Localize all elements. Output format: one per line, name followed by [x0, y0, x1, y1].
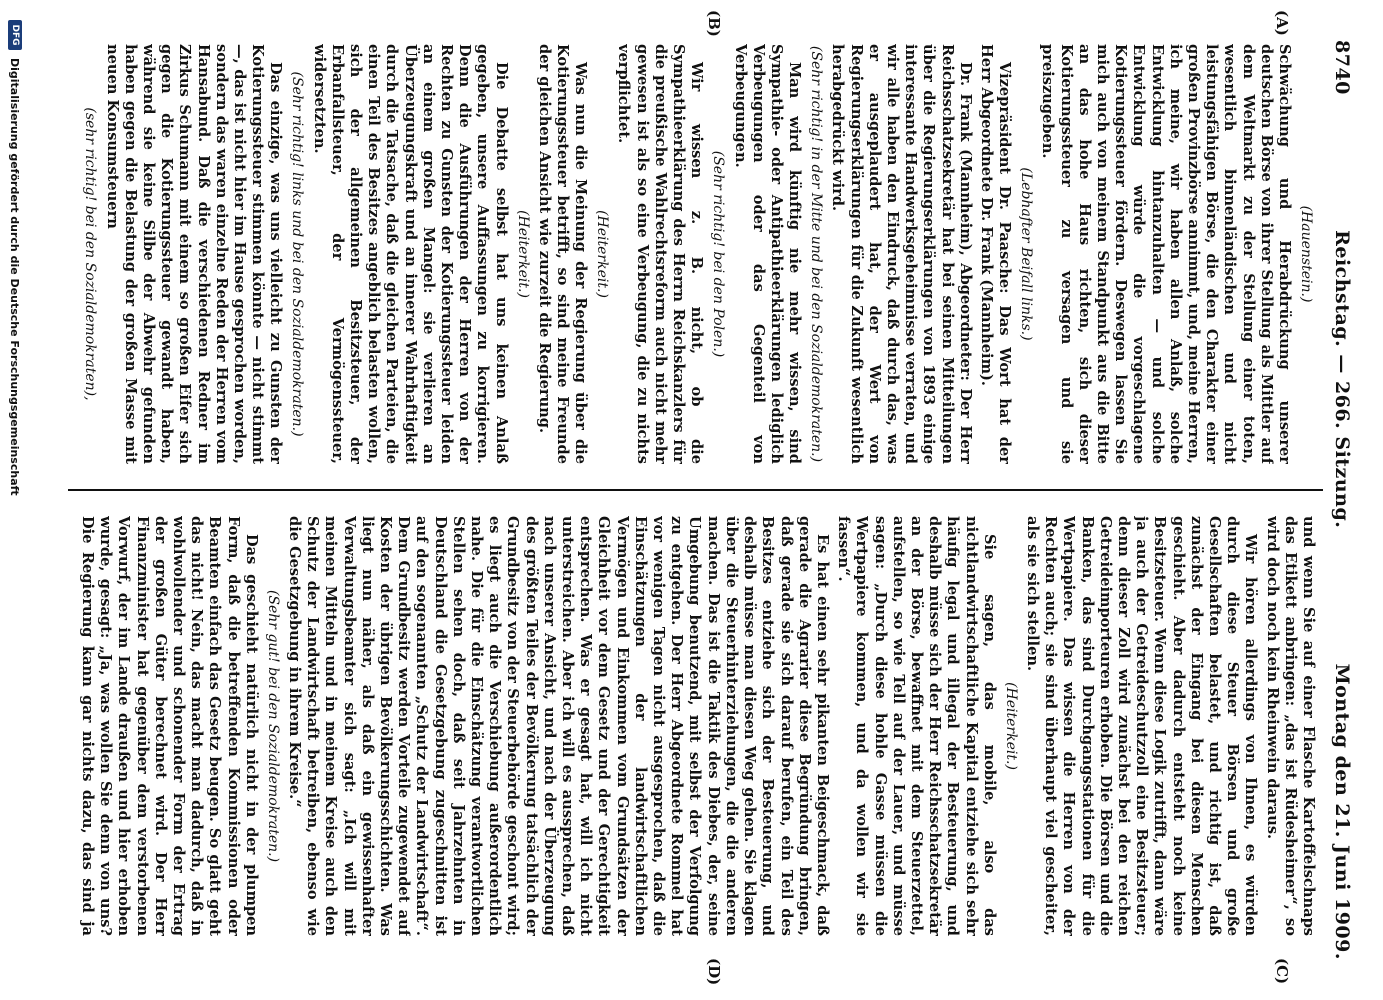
paragraph: Wir hören allerdings von Ihnen, es würden durch diese Steuer Börsen und große Gesellschaften belastet, und richtig ist, daß zunächst der Eingang bei diesen Menschen geschieht. Aber dadurch entsteht noch keine Besitzsteuer. Wenn diese Logik zutrifft, dann wäre ja auch der Getreideschutzzoll eine Besitzsteuer; denn dieser Zoll wird zunächst bei den reichen Getreideimporteuren erhoben. Die Börsen und die Banken, das sind Durchgangsstationen für die Wertpapiere. Das wissen die Herren von der Rechten auch; sie sind überhaupt viel gescheiter, als sie sich stellen. — [1023, 516, 1260, 936]
paragraph: Vizepräsident Dr. Paasche: Das Wort hat der Herr Abgeordnete Dr. Frank (Mannheim). — [977, 44, 1014, 464]
right-column — [77, 516, 1317, 936]
paragraph: Man wird künftig nie mehr wissen, sind Sympathie- oder Antipathieerklärungen lediglich Verbeugungen oder das Gegenteil von Verbeugungen. — [731, 44, 804, 464]
digitization-footer — [5, 20, 25, 980]
paragraph: Was nun die Meinung der Regierung über die Kotierungssteuer betrifft, so sind meine Freunde der gleichen Ansicht wie zurzeit die Regierung. — [535, 44, 590, 464]
stage-direction: (Sehr richtig! in der Mitte und bei den Sozialdemokraten.) — [808, 45, 825, 463]
paragraph: Das geschieht natürlich nicht in der plumpen Form, daß die betreffenden Kommissionen oder Beamten einfach das Gesetz beugen. So glatt geht das nicht! Nein, das macht man dadurch, daß in wohlwollender und schonender Form der Ertrag der großen Güter berechnet wird. Der Herr Finanzminister hat gegenüber dem verstorbenen Vorwurf, der im Lande draußen und hier erhoben wurde, gesagt: „Ja, was wollen Sie denn von uns? Die Regierung kann gar nichts dazu, das sind ja — [79, 516, 260, 936]
column-divider — [68, 489, 1323, 491]
page-header — [1325, 40, 1353, 960]
left-column — [77, 44, 1317, 464]
digitization-credit: Digitalisierung gefördert durch die Deutsche Forschungsgemeinschaft — [8, 58, 22, 496]
paragraph: Das einzige, was uns vielleicht zu Gunsten der Kotierungssteuer stimmen könnte — nicht stimmt —, das ist nicht hier im Hause gesprochen worden, sondern das waren einzelne Reden der Herren vom Hansabund. Daß die verschiedenen Redner im Zirkus Schumann mit einem so großen Eifer sich gegen die Kotierungssteuer gewandt haben, während sie keine Silbe der Abwehr gefunden haben gegen die Belastung der großen Masse mit neuen Konsumsteuern — [103, 44, 285, 464]
paragraph: und wenn Sie auf einer Flasche Kartoffelschnaps das Etikett anbringen: „das ist Rüdesheimer“, so wird doch noch kein Rheinwein daraus. — [1263, 516, 1317, 936]
page-number: 8740 — [1331, 40, 1353, 95]
stage-direction: (sehr richtig! bei den Sozialdemokraten), — [82, 107, 99, 401]
stage-direction: (Heiterkeit.) — [1002, 682, 1019, 770]
paragraph: Dr. Frank (Mannheim), Abgeordneter: Der Herr Reichsschatzsekretär hat bei seinen Mitteilungen über die Regierungserklärungen von 1893 einige interessante Handwerksgeheimnisse verraten, und wir alle haben den Eindruck, daß durch das, was er ausgeplaudert hat, der Wert von Regierungserklärungen für die Zukunft wesentlich herabgedrückt wird. — [829, 44, 974, 464]
margin-marker-b: (B) — [705, 10, 723, 37]
stage-direction: (Heiterkeit.) — [594, 210, 611, 298]
stage-direction: (Lebhafter Beifall links.) — [1018, 167, 1035, 341]
paragraph: Sie sagen, das mobile, also das nichtlandwirtschaftliche Kapital entziehe sich sehr häufig legal und illegal der Besteuerung, und deshalb müsse sich der Herr Reichsschatzsekretär an der Börse, bewaffnet mit dem Steuerzettel, aufstellen, so wie Tell auf der Lauer, und müsse sagen: „Durch diese hohle Gasse müssen die Wertpapiere kommen, und da wollen wir sie fassen“. — [835, 516, 998, 936]
paragraph: Wir wissen z. B. nicht, ob die Sympathieerklärung des Herrn Reichskanzlers für die preußische Wahlrechtsreform auch nicht mehr gewesen ist als so eine Verbeugung, die zu nichts verpflichtet. — [615, 44, 706, 464]
dfg-logo: DFG — [8, 20, 22, 50]
margin-marker-c: (C) — [1273, 958, 1291, 985]
stage-direction: (Sehr gut! bei den Sozialdemokraten.) — [264, 589, 281, 863]
stage-direction: (Sehr richtig! links und bei den Sozialdemokraten.) — [289, 71, 306, 437]
session-date: Montag den 21. Juni 1909. — [1331, 663, 1353, 960]
margin-marker-a: (A) — [1273, 10, 1291, 36]
stage-direction: (Hauenstein.) — [1298, 205, 1314, 303]
paragraph: Schwächung und Herabdrückung unserer deutschen Börse von ihrer Stellung als Mittler auf dem Weltmarkt zu der Stellung einer toten, wesentlich binnenländischen und nicht leistungsfähigen Börse, die den Charakter einer großen Provinzbörse annimmt, und, meine Herren, ich meine, wir haben allen Anlaß, solche Entwicklung hintanzuhalten — und solche Entwicklung würde die vorgeschlagene Kotierungssteuer fördern. Deswegen lassen Sie mich auch von meinem Standpunkt aus die Bitte an das hohe Haus richten, sich dieser Kotierungssteuer zu versagen und sie preiszugeben. — [1039, 44, 1293, 464]
session-title: Reichstag. — 266. Sitzung. — [1331, 230, 1353, 529]
margin-marker-d: (D) — [705, 958, 723, 986]
stage-direction: (Sehr richtig! bei den Polen.) — [710, 150, 727, 358]
paragraph: Es hat einen sehr pikanten Beigeschmack, daß gerade die Agrarier diese Begründung bringen, daß gerade sie sich darauf berufen, ein Teil des Besitzes entziehe sich der Besteuerung, und deshalb müsse man diesen Weg gehen. Sie klagen über die Steuerhinterziehungen, die die anderen machen. Das ist die Taktik des Diebes, der, seine Umgebung benutzend, mit selbst der Verfolgung zu entgehen. Der Herr Abgeordnete Rommel hat vor wenigen Tagen nicht ausgesprochen, daß die Einschätzungen der landwirtschaftlichen Vermögen und Einkommen vom Grundsätzen der Gleichheit vor dem Gesetz und der Gerechtigkeit entsprechen. Was er gesagt hat, will ich nicht unterstreichen. Aber ich will es aussprechen, daß nach unserer Ansicht, und nach der Überzeugung des größten Teiles der Bevölkerung tatsächlich der Grundbesitz von der Steuerbehörde geschont wird; es liegt auch die Verschiebung außerordentlich nahe. Die für die Einschätzung verantwortlichen Stellen sehen doch, daß seit Jahrzehnten in Deutschland die Gesetzgebung zugeschnitten ist auf den sogenannten „Schutz der Landwirtschaft“. Dem Grundbesitz werden Vorteile zugewendet auf Kosten der übrigen Bevölkerungsschichten. Was liegt nun näher, als daß ein gewissenhafter Verwaltungsbeamter sich sagt: „Ich will mit meinen Mitteln und in meinem Kreise auch den Schutz der Landwirtschaft betreiben, ebenso wie die Gesetzgebung in ihrem Kreise.“ — [286, 516, 831, 936]
paragraph: Die Debatte selbst hat uns keinen Anlaß gegeben, unsere Auffassungen zu korrigieren. Denn die Ausführungen der Herren von der Rechten zu Gunsten der Kotierungssteuer leiden an einem großen Mangel: sie verlieren an Überzeugungskraft und an innerer Wahrhaftigkeit durch die Tatsache, daß die gleichen Parteien, die einen Teil des Besitzes angeblich belasten wollen, sich der allgemeinen Besitzsteuer, der Erbanfallsteuer, der Vermögenssteuer, widersetzten. — [310, 44, 510, 464]
stage-direction: (Heiterkeit.) — [514, 210, 531, 298]
